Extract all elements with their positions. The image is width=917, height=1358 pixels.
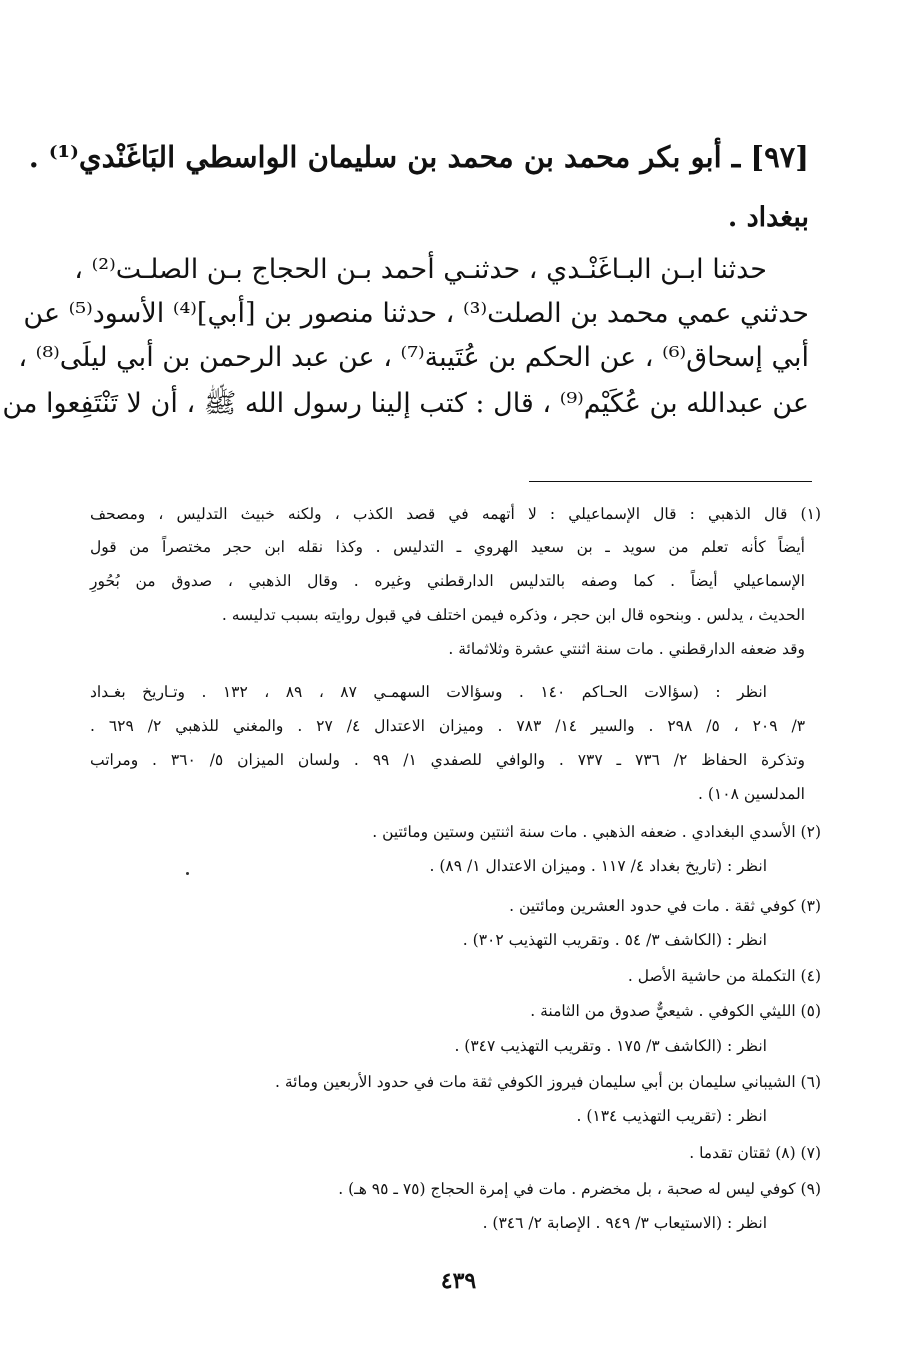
- footnote-9-source: انظر : (الاستيعاب ٣/ ٩٤٩ . الإصابة ٢/ ٣٤٦) .: [482, 1214, 767, 1232]
- footnote-1-line-2: أيضاً كأنه تعلم من سويد ـ بن سعيد الهروي ـ التدليس . وكذا نقله ابن حجر مختصراً من قول: [90, 538, 805, 556]
- footnote-1-source-1: انظر : (سؤالات الحـاكم ١٤٠ . وسؤالات السهمـي ٨٧ ، ٨٩ ، ١٣٢ . وتـاريخ بغـداد: [90, 683, 767, 701]
- footnote-separator: [529, 481, 812, 482]
- footnote-3-source: انظر : (الكاشف ٣/ ٥٤ . وتقريب التهذيب ٣٠٢) .: [462, 931, 767, 949]
- footnote-1-source-4: المدلسين ١٠٨) .: [698, 785, 805, 803]
- body-line-3: أبي إسحاق⁽⁶⁾ ، عن الحكم بن عُتَيبة⁽⁷⁾ ، عن عبد الرحمن بن أبي ليلَى⁽⁸⁾ ،: [18, 342, 809, 373]
- footnote-1-source-3: وتذكرة الحفاظ ٢/ ٧٣٦ ـ ٧٣٧ . والوافي للصفدي ١/ ٩٩ . ولسان الميزان ٥/ ٣٦٠ . ومراتب: [90, 751, 806, 769]
- footnote-6: (٦) الشيباني سليمان بن أبي سليمان فيروز الكوفي ثقة مات في حدود الأربعين ومائة .: [275, 1073, 821, 1091]
- footnote-3: (٣) كوفي ثقة . مات في حدود العشرين ومائتين .: [509, 897, 821, 915]
- footnote-9: (٩) كوفي ليس له صحبة ، بل مخضرم . مات في إمرة الحجاج (٧٥ ـ ٩٥ هـ) .: [338, 1180, 821, 1198]
- footnote-1-line-3: الإسماعيلي أيضاً . كما وصفه بالتدليس الدارقطني وغيره . وقال الذهبي ، صدوق من بُحُورِ: [90, 572, 805, 590]
- footnote-5-source: انظر : (الكاشف ٣/ ١٧٥ . وتقريب التهذيب ٣٤٧) .: [454, 1037, 767, 1055]
- footnote-7-8: (٧) (٨) ثقتان تقدما .: [689, 1144, 821, 1162]
- footnote-1-line-5: وقد ضعفه الدارقطني . مات سنة اثنتي عشرة وثلاثمائة .: [448, 640, 805, 658]
- footnote-5: (٥) الليثي الكوفي . شيعيٌّ صدوق من الثامنة .: [530, 1002, 821, 1020]
- footnote-1-line-1: (١) قال الذهبي : قال الإسماعيلي : لا أتهمه في قصد الكذب ، ولكنه خبيث التدليس ، ومصحف: [90, 505, 821, 523]
- footnote-2: (٢) الأسدي البغدادي . ضعفه الذهبي . مات سنة اثنتين وستين ومائتين .: [372, 823, 821, 841]
- footnote-4: (٤) التكملة من حاشية الأصل .: [627, 967, 821, 985]
- print-speck: [186, 872, 189, 875]
- entry-title: [٩٧] ـ أبو بكر محمد بن محمد بن سليمان الواسطي البَاغَنْدي⁽¹⁾ .: [28, 140, 809, 174]
- footnote-2-source: انظر : (تاريخ بغداد ٤/ ١١٧ . وميزان الاعتدال ١/ ٨٩) .: [429, 857, 767, 875]
- body-line-1: حدثنا ابـن البـاغَنْـدي ، حدثنـي أحمد بـن الحجاج بـن الصلـت⁽²⁾ ،: [74, 254, 767, 285]
- footnote-1-line-4: الحديث ، يدلس . وبنحوه قال ابن حجر ، وذكره فيمن اختلف في قبول روايته بسبب تدليسه .: [221, 606, 805, 624]
- entry-location: ببغداد .: [727, 202, 809, 233]
- body-line-4: عن عبدالله بن عُكَيْم⁽⁹⁾ ، قال : كتب إلينا رسول الله ﷺ ، أن لا تَنْتَفِعوا من: [2, 388, 809, 419]
- footnote-1-source-2: ٣/ ٢٠٩ ، ٥/ ٢٩٨ . والسير ١٤/ ٧٨٣ . وميزان الاعتدال ٤/ ٢٧ . والمغني للذهبي ٢/ ٦٢٩ .: [90, 717, 806, 735]
- footnote-6-source: انظر : (تقريب التهذيب ١٣٤) .: [576, 1107, 767, 1125]
- page-number: ٤٣٩: [440, 1268, 477, 1294]
- body-line-2: حدثني عمي محمد بن الصلت⁽³⁾ ، حدثنا منصور بن [أبي]⁽⁴⁾ الأسود⁽⁵⁾ عن: [23, 298, 809, 329]
